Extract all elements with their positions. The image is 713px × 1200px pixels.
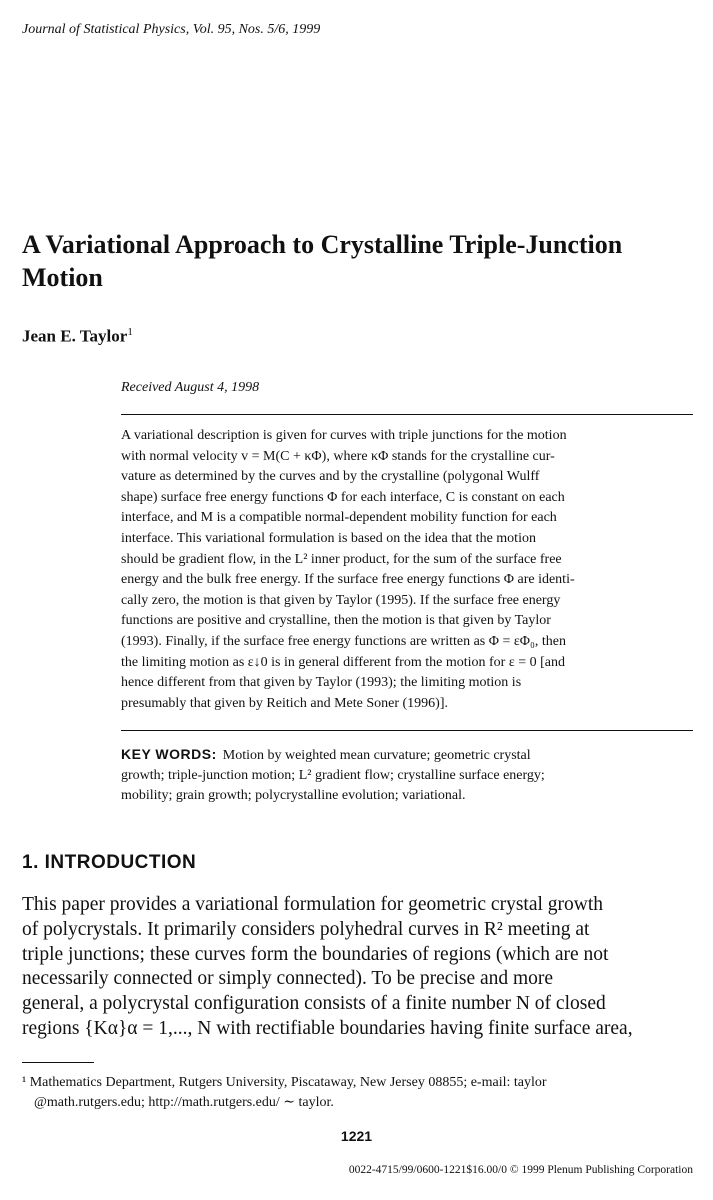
abstract-line: cally zero, the motion is that given by Taylor (1995). If the surface free energy — [121, 592, 561, 608]
paper-title: A Variational Approach to Crystalline Triple-Junction Motion — [22, 230, 623, 292]
keywords — [121, 744, 693, 806]
abstract-line: the limiting motion as ε↓0 is in general different from the motion for ε = 0 [and — [121, 654, 565, 670]
author-line — [22, 326, 133, 347]
body-line: of polycrystals. It primarily considers polyhedral curves in R² meeting at — [22, 918, 590, 940]
abstract-line: presumably that given by Reitich and Mete Soner (1996)]. — [121, 695, 448, 711]
abstract-line: with normal velocity v = M(C + κΦ), where κΦ stands for the crystalline cur- — [121, 448, 555, 464]
body-paragraph — [22, 893, 694, 1042]
abstract-line: energy and the bulk free energy. If the surface free energy functions Φ are identi- — [121, 572, 575, 588]
abstract-line: vature as determined by the curves and by the crystalline (polygonal Wulff — [121, 469, 540, 485]
keywords-text: Motion by weighted mean curvature; geometric crystal — [222, 748, 531, 763]
keywords-line: growth; triple-junction motion; L² gradient flow; crystalline surface energy; — [121, 768, 545, 783]
keywords-label: KEY WORDS: — [121, 746, 217, 762]
journal-header: Journal of Statistical Physics, Vol. 95, Nos. 5/6, 1999 — [22, 22, 321, 37]
abstract-line: functions are positive and crystalline, then the motion is that given by Taylor — [121, 613, 551, 629]
copyright-line: 0022-4715/99/0600-1221$16.00/0 © 1999 Plenum Publishing Corporation — [348, 1164, 693, 1176]
keywords-line: mobility; grain growth; polycrystalline evolution; variational. — [121, 788, 466, 803]
abstract-line: interface. This variational formulation is based on the idea that the motion — [121, 530, 536, 546]
footnote-line: ¹ Mathematics Department, Rutgers University, Piscataway, New Jersey 08855; e-mail: taylor — [22, 1075, 547, 1090]
abstract-line: (1993). Finally, if the surface free energy functions are written as Φ = εΦ₀, then — [121, 633, 566, 649]
abstract-top-rule — [121, 414, 693, 415]
page-number: 1221 — [340, 1128, 373, 1144]
abstract-bottom-rule — [121, 730, 693, 731]
body-line: general, a polycrystal configuration consists of a finite number N of closed — [22, 993, 606, 1015]
body-line: regions {Kα}α = 1,..., N with rectifiable boundaries having finite surface area, — [22, 1017, 633, 1039]
body-line: triple junctions; these curves form the boundaries of regions (which are not — [22, 943, 609, 965]
keywords-line — [121, 744, 693, 766]
abstract-line: hence different from that given by Taylor (1993); the limiting motion is — [121, 675, 522, 691]
author-name: Jean E. Taylor — [22, 326, 128, 346]
footnote-line: @math.rutgers.edu; http://math.rutgers.edu/ ∼ taylor. — [34, 1095, 334, 1110]
abstract — [121, 426, 693, 714]
abstract-line: interface, and M is a compatible normal-dependent mobility function for each — [121, 510, 557, 526]
body-line: This paper provides a variational formulation for geometric crystal growth — [22, 894, 604, 915]
author-footnote-mark: 1 — [127, 326, 133, 338]
body-line: necessarily connected or simply connected). To be precise and more — [22, 968, 554, 990]
footnote-rule — [22, 1062, 94, 1063]
section-heading: 1. INTRODUCTION — [22, 852, 197, 873]
abstract-line: A variational description is given for curves with triple junctions for the motion — [121, 428, 567, 443]
abstract-line: shape) surface free energy functions Φ for each interface, C is constant on each — [121, 489, 565, 505]
abstract-line: should be gradient flow, in the L² inner product, for the sum of the surface free — [121, 551, 562, 567]
received-date: Received August 4, 1998 — [121, 380, 260, 395]
footnote — [22, 1073, 694, 1113]
